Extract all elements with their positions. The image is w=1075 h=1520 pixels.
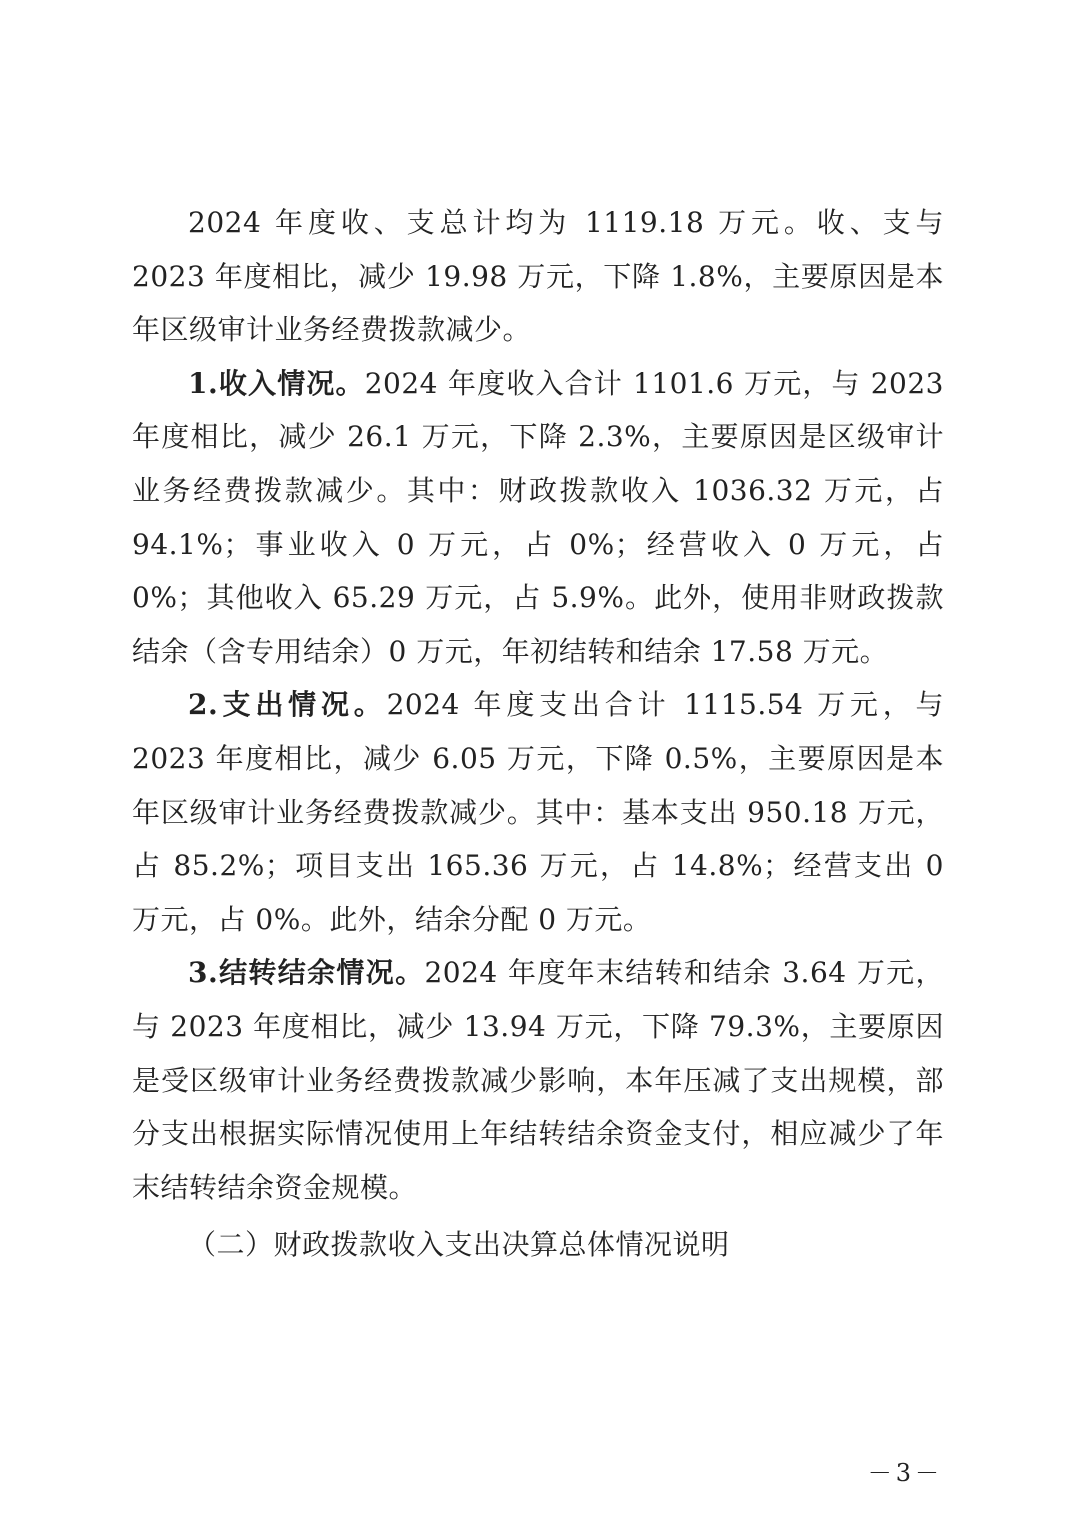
document-body [132,196,944,1272]
section-subheading: （二）财政拨款收入支出决算总体情况说明 [188,1228,730,1262]
paragraph-lead: 2.支出情况。 [188,688,387,722]
paragraph-carryover [132,946,944,1214]
paragraph-lead: 3.结转结余情况。 [188,956,425,990]
page-number: －3－ [867,1459,943,1487]
paragraph-text: 2024 年度收入合计 1101.6 万元，与 2023 年度相比，减少 26.1 万元，下降 2.3%，主要原因是区级审计业务经费拨款减少。其中：财政拨款收入 1036.32 万元，占 94.1%；事业收入 0 万元，占 0%；经营收入 0 万元，占 0%；其他收入 65.29 万元，占 5.9%。此外，使用非财政拨款结余（含专用结余）0 万元，年初结转和结余 17.58 万元。 [132,366,944,668]
paragraph-income [132,357,944,679]
paragraph-summary [132,196,944,357]
paragraph-text: 2024 年度支出合计 1115.54 万元，与 2023 年度相比，减少 6.05 万元，下降 0.5%，主要原因是本年区级审计业务经费拨款减少。其中：基本支出 950.18 万元，占 85.2%；项目支出 165.36 万元，占 14.8%；经营支出 0 万元，占 0%。此外，结余分配 0 万元。 [132,688,945,936]
paragraph-lead: 1.收入情况。 [188,366,365,400]
paragraph-text: 2024 年度收、支总计均为 1119.18 万元。收、支与 2023 年度相比，减少 19.98 万元，下降 1.8%，主要原因是本年区级审计业务经费拨款减少。 [132,206,944,347]
paragraph-text: 2024 年度年末结转和结余 3.64 万元，与 2023 年度相比，减少 13.94 万元，下降 79.3%，主要原因是受区级审计业务经费拨款减少影响，本年压减了支出规模，部分支出根据实际情况使用上年结转结余资金支付，相应减少了年末结转结余资金规模。 [132,956,945,1204]
paragraph-expenditure [132,678,944,946]
